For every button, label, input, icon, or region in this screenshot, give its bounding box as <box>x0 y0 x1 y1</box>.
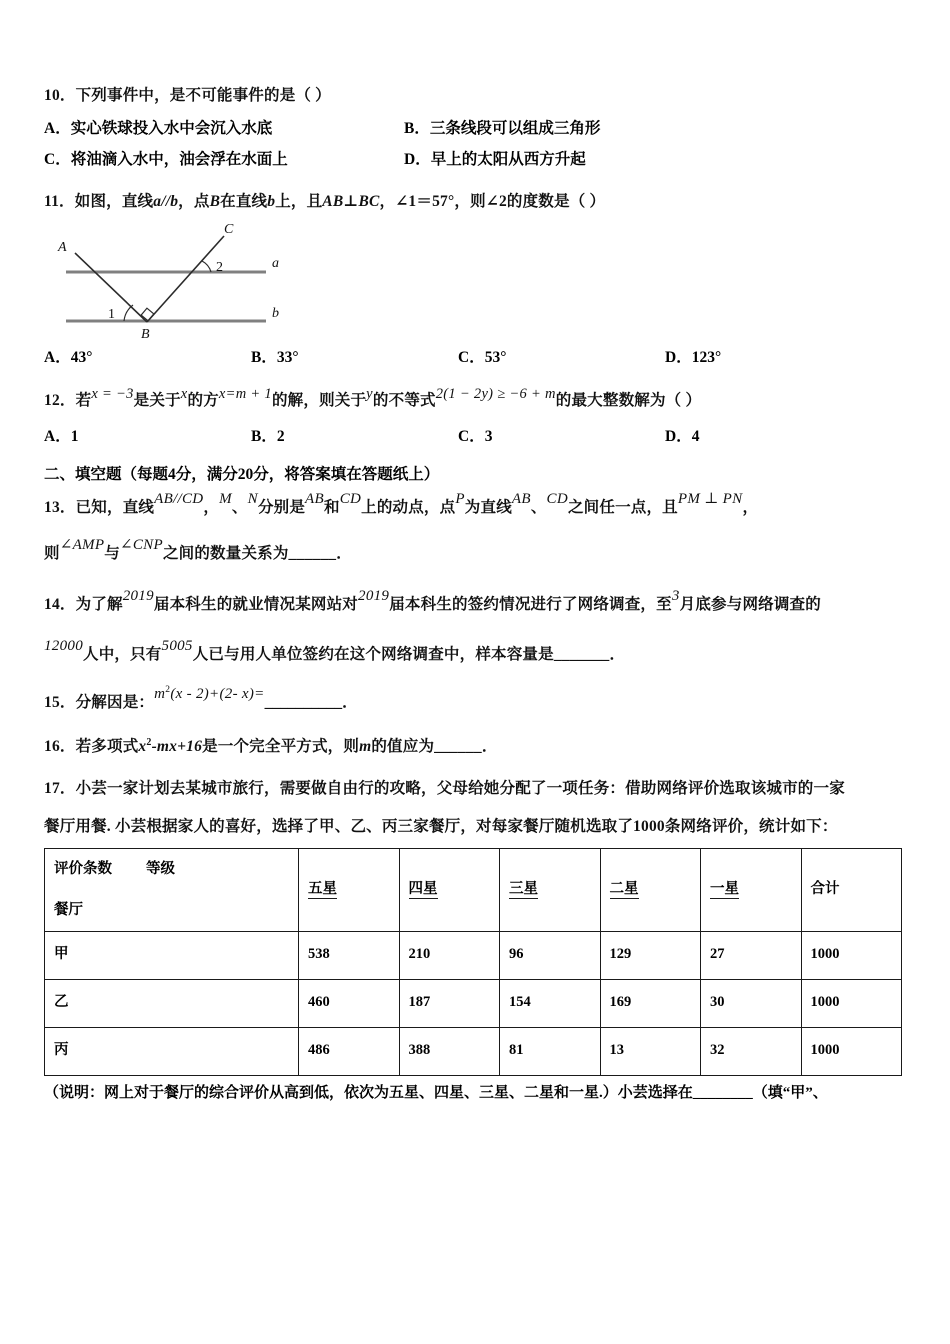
question-15-math-m-exponent: 2 <box>165 685 171 696</box>
question-12-stem-part-3: 的方 <box>187 391 219 409</box>
question-11-stem-part-5: ，∠1＝57°，则∠2的度数是（ ） <box>379 192 606 210</box>
figure-label-angle-2: 2 <box>216 259 223 275</box>
question-10-options-row-1 <box>44 117 906 140</box>
question-17-note: （说明：网上对于餐厅的综合评价从高到低，依次为五星、四星、三星、二星和一星.）小芸选择在________（填“甲”、 <box>44 1084 828 1101</box>
question-13-part-9: 之间任一点，且 <box>567 499 678 517</box>
table-cell: 96 <box>500 931 601 979</box>
question-13-math-p: P <box>455 491 465 508</box>
column-header-label: 五星 <box>308 880 337 897</box>
question-11 <box>44 190 906 369</box>
question-12-stem <box>44 385 906 413</box>
question-13-line2-part-3: 之间的数量关系为______． <box>162 545 352 563</box>
question-15-math-m: m <box>154 686 166 703</box>
figure-label-C: C <box>224 221 234 237</box>
angle-2-arc <box>202 261 211 272</box>
column-header-label: 一星 <box>710 880 739 897</box>
parallel-lines-diagram-svg <box>44 218 314 340</box>
column-header-label: 三星 <box>509 880 538 897</box>
figure-label-line-b: b <box>272 305 279 321</box>
table-row <box>45 979 902 1027</box>
question-13-math-ab-cd-parallel: AB//CD <box>154 491 204 508</box>
question-13-line2-part-1: 则 <box>44 545 60 563</box>
question-10-option-a[interactable]: A．实心铁球投入水中会沉入水底 <box>44 120 273 138</box>
table-cell: 27 <box>701 931 802 979</box>
question-16-part-1: 16．若多项式 <box>44 738 139 756</box>
question-14-part-4: 月底参与网络调查的 <box>679 595 821 613</box>
table-cell: 154 <box>500 979 601 1027</box>
question-11-math-parallel: a//b <box>153 192 179 210</box>
question-14-stem-line-2 <box>44 637 906 667</box>
table-column-header-total <box>801 848 902 931</box>
table-row-label-jia: 甲 <box>45 931 299 979</box>
table-column-header-two-star <box>600 848 701 931</box>
table-column-header-three-star <box>500 848 601 931</box>
question-12-math-y: y <box>366 385 373 402</box>
table-cell: 32 <box>701 1027 802 1075</box>
table-row-label-yi: 乙 <box>45 979 299 1027</box>
question-13-math-angle-cnp: ∠CNP <box>120 537 163 554</box>
question-14-part-1: 14．为了解 <box>44 595 123 613</box>
question-14-math-year-2: 2019 <box>358 587 390 604</box>
question-11-stem-part-4: 上，且 <box>275 192 323 210</box>
restaurant-review-table <box>44 848 902 1076</box>
question-11-option-b[interactable]: B．33° <box>251 348 299 366</box>
question-14-part-2: 届本科生的就业情况某网站对 <box>153 595 359 613</box>
question-12-stem-part-4: 的解，则关于 <box>271 391 367 409</box>
figure-label-line-a: a <box>272 255 279 271</box>
section-2-heading: 二、填空题（每题4分，满分20分，将答案填在答题纸上） <box>44 466 440 484</box>
question-13-line2-part-2: 与 <box>104 545 120 563</box>
question-13-part-2: ， <box>203 499 220 517</box>
question-12-stem-part-2: 是关于 <box>133 391 181 409</box>
question-12-option-a[interactable]: A．1 <box>44 427 79 445</box>
question-13-part-8: 、 <box>530 499 547 517</box>
question-14-math-year-1: 2019 <box>122 587 154 604</box>
question-16-math-m: m <box>359 738 372 756</box>
question-11-stem-part-1: 11．如图，直线 <box>44 192 154 210</box>
question-10-stem: 10．下列事件中，是不可能事件的是（ ） <box>44 87 331 104</box>
question-12 <box>44 385 906 448</box>
table-corner-header <box>45 848 299 931</box>
table-row-label-bing: 丙 <box>45 1027 299 1075</box>
table-cell: 210 <box>399 931 500 979</box>
question-16 <box>44 735 906 759</box>
figure-label-A: A <box>58 239 67 255</box>
question-17-stem-line-2: 餐厅用餐. 小芸根据家人的喜好，选择了甲、乙、丙三家餐厅，对每家餐厅随机选取了1000条网络评价，统计如下： <box>44 818 838 836</box>
question-10-option-c[interactable]: C．将油滴入水中，油会浮在水面上 <box>44 151 288 169</box>
question-12-math-inequality: 2(1 − 2y) ≥ −6 + m <box>435 385 556 402</box>
table-cell: 30 <box>701 979 802 1027</box>
question-12-math-equation: x=m + 1 <box>218 385 272 402</box>
question-12-stem-part-1: 12．若 <box>44 391 92 409</box>
table-cell: 388 <box>399 1027 500 1075</box>
question-16-part-3[interactable]: 的值应为______． <box>371 738 498 756</box>
question-13-math-m: M <box>219 491 232 508</box>
question-12-options <box>44 425 906 448</box>
table-row <box>45 1027 902 1075</box>
question-15-math-expression <box>154 686 264 702</box>
table-cell: 129 <box>600 931 701 979</box>
question-12-math-x-equals: x = −3 <box>91 385 134 402</box>
question-11-figure <box>44 218 314 340</box>
question-17 <box>44 777 906 1104</box>
question-13-part-7: 为直线 <box>464 499 512 517</box>
question-16-math-rest: -mx+16 <box>151 738 203 756</box>
question-13-part-5: 和 <box>323 499 340 517</box>
question-16-part-2: 是一个完全平方式，则 <box>202 738 360 756</box>
question-14-math-month: 3 <box>671 587 680 604</box>
table-cell: 81 <box>500 1027 601 1075</box>
question-15-part-1: 15．分解因是： <box>44 694 155 712</box>
question-12-math-x: x <box>180 385 188 402</box>
question-15-math-rest: (x - 2)+(2- x)= <box>170 686 265 703</box>
question-14-math-signed-people: 5005 <box>161 637 193 654</box>
question-13-math-cd: CD <box>339 491 362 508</box>
table-body <box>45 848 902 1075</box>
question-13-stem-line-1 <box>44 491 906 520</box>
question-11-stem-part-3: 在直线 <box>220 192 268 210</box>
table-row <box>45 931 902 979</box>
corner-label-grade: 等级 <box>146 860 175 877</box>
question-11-math-perp: AB⊥BC <box>322 192 380 210</box>
question-13-part-3: 、 <box>231 499 248 517</box>
question-16-stem <box>44 735 906 759</box>
column-header-label: 合计 <box>810 880 840 897</box>
question-14-line2-part-2: 人已与用人单位签约在这个网络调查中，样本容量是_______． <box>192 645 626 663</box>
question-11-math-line-b: b <box>267 192 276 210</box>
question-10-option-d[interactable]: D．早上的太阳从西方升起 <box>404 151 586 169</box>
question-10-options-row-2 <box>44 148 906 171</box>
column-header-label: 四星 <box>408 880 438 897</box>
corner-label-restaurant: 餐厅 <box>54 902 83 919</box>
table-header-row <box>45 848 902 931</box>
question-13-math-n: N <box>247 491 258 508</box>
question-16-math-polynomial <box>138 738 202 755</box>
question-14-part-3: 届本科生的签约情况进行了网络调查，至 <box>389 595 672 613</box>
question-13-math-angle-amp: ∠AMP <box>59 537 105 554</box>
corner-label-count: 评价条数 <box>54 860 112 877</box>
question-11-options <box>44 346 906 369</box>
question-16-math-x: x <box>138 738 147 756</box>
question-13-part-6: 上的动点，点 <box>361 499 456 517</box>
question-12-stem-part-6: 的最大整数解为（ ） <box>555 391 702 409</box>
question-15 <box>44 685 906 715</box>
page-content <box>44 84 906 1117</box>
question-11-option-d[interactable]: D．123° <box>665 348 722 366</box>
table-cell: 13 <box>600 1027 701 1075</box>
question-13-stem-line-2 <box>44 537 906 566</box>
figure-label-angle-1: 1 <box>108 306 115 322</box>
table-cell: 1000 <box>801 931 902 979</box>
table-cell: 486 <box>299 1027 400 1075</box>
question-13-math-ab: AB <box>305 491 324 508</box>
question-15-answer-blank[interactable]: __________． <box>264 694 358 712</box>
question-13-part-1: 13．已知，直线 <box>44 499 155 517</box>
question-13-part-10: ， <box>742 499 759 517</box>
table-cell: 1000 <box>801 979 902 1027</box>
segment-bc-stroke <box>147 236 224 322</box>
question-16-math-x-exponent: 2 <box>146 737 152 749</box>
table-column-header-one-star <box>701 848 802 931</box>
question-14-line2-part-1: 人中，只有 <box>83 645 162 663</box>
question-14 <box>44 587 906 668</box>
table-cell: 538 <box>299 931 400 979</box>
table-cell: 187 <box>399 979 500 1027</box>
question-13-math-pm-perp-pn: PM ⊥ PN <box>677 491 743 508</box>
table-column-header-four-star <box>399 848 500 931</box>
column-header-label: 二星 <box>609 880 639 897</box>
table-cell: 460 <box>299 979 400 1027</box>
question-12-stem-part-5: 的不等式 <box>372 391 436 409</box>
question-11-math-point-b: B <box>209 192 221 210</box>
corner-line-1 <box>54 859 289 881</box>
question-15-stem <box>44 685 906 715</box>
question-14-math-total-people: 12000 <box>44 637 83 654</box>
question-11-option-a[interactable]: A．43° <box>44 348 93 366</box>
question-12-option-d[interactable]: D．4 <box>665 427 700 445</box>
table-column-header-five-star <box>299 848 400 931</box>
question-12-option-b[interactable]: B．2 <box>251 427 285 445</box>
question-13 <box>44 491 906 567</box>
question-10 <box>44 84 906 172</box>
figure-label-B: B <box>141 326 150 340</box>
question-10-option-b[interactable]: B．三条线段可以组成三角形 <box>404 120 601 138</box>
table-cell: 169 <box>600 979 701 1027</box>
question-14-stem-line-1 <box>44 587 906 617</box>
question-11-stem <box>44 190 906 214</box>
question-13-part-4: 分别是 <box>257 499 306 517</box>
question-17-stem-line-1: 17．小芸一家计划去某城市旅行，需要做自由行的攻略，父母给她分配了一项任务：借助网络评价选取该城市的一家 <box>44 780 845 798</box>
question-13-math-ab-2: AB <box>511 491 531 508</box>
table-cell: 1000 <box>801 1027 902 1075</box>
question-11-stem-part-2: ，点 <box>178 192 210 210</box>
question-12-option-c[interactable]: C．3 <box>458 427 493 445</box>
question-13-math-cd-2: CD <box>546 491 568 508</box>
question-11-option-c[interactable]: C．53° <box>458 348 507 366</box>
